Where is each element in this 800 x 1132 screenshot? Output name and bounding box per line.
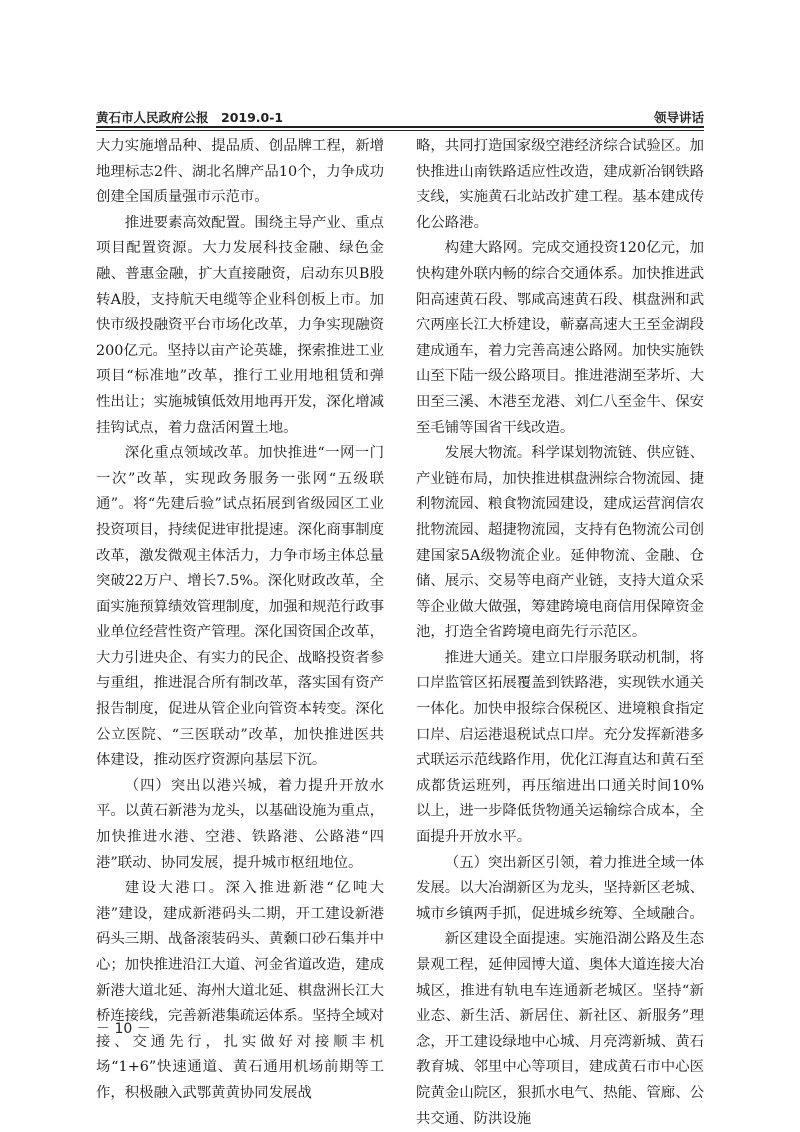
- paragraph: 新区建设全面提速。实施沿湖公路及生态景观工程，延伸园博大道、奥体大道连接大冶城区，推进有轨电车连通新老城区。坚持“新业态、新生活、新居住、新社区、新服务”理念，开工建设绿地中心城、月亮湾新城、黄石教育城、邻里中心等项目，建成黄石市中心医院黄金山院区，狠抓水电气、热能、管廊、公共交通、防洪设施: [416, 931, 704, 1127]
- paragraph: 深化重点领域改革。加快推进“一网一门一次”改革，实现政务服务一张网“五级联通”。将“先建后验”试点拓展到省级园区工业投资项目，持续促进审批提速。深化商事制度改革，激发微观主体活力，力争市场主体总量突破22万户、增长7.5%。深化财政改革，全面实施预算绩效管理制度，加强和规范行政事业单位经营性资产管理。深化国资国企改革，大力引进央企、有实力的民企、战略投资者参与重组，推进混合所有制改革，落实国有资产报告制度，促进从管企业向管资本转变。深化公立医院、“三医联动”改革，加快推进医共体建设，推动医疗资源向基层下沉。: [96, 445, 384, 769]
- section-heading-paragraph: （五）突出新区引领，着力推进全域一体发展。以大冶湖新区为龙头，坚持新区老城、城市乡镇两手抓，促进城乡统筹、全域融合。: [416, 854, 704, 922]
- header-rule-thick: [96, 126, 704, 128]
- left-column: [96, 134, 384, 1107]
- paragraph: 发展大物流。科学谋划物流链、供应链、产业链布局，加快推进棋盘洲综合物流园、捷利物流园、粮食物流园建设，建成运营润信农批物流园、超捷物流园，支持有色物流公司创建国家5A级物流企业。延伸物流、金融、仓储、展示、交易等电商产业链，支持大道众采等企业做大做强，筹建跨境电商信用保障资金池，打造全省跨境电商先行示范区。: [416, 445, 704, 641]
- right-column: [416, 134, 704, 1132]
- section-label: 领导讲话: [653, 110, 704, 125]
- publication-title: 黄石市人民政府公报 2019.0-1: [96, 110, 284, 125]
- paragraph: 略，共同打造国家级空港经济综合试验区。加快推进山南铁路适应性改造，建成新冶钢铁路支线，实施黄石北站改扩建工程。基本建成传化公路港。: [416, 138, 704, 231]
- paragraph: 推进大通关。建立口岸服务联动机制，将口岸监管区拓展覆盖到铁路港，实现铁水通关一体化。加快申报综合保税区、进境粮食指定口岸、启运港退税试点口岸。充分发挥新港多式联运示范线路作用，优化江海直达和黄石至成都货运班列，再压缩进出口通关时间10%以上，进一步降低货物通关运输综合成本，全面提升开放水平。: [416, 649, 704, 846]
- page-number: － 10 －: [96, 1021, 151, 1037]
- paragraph: 推进要素高效配置。围绕主导产业、重点项目配置资源。大力发展科技金融、绿色金融、普惠金融，扩大直接融资，启动东贝B股转A股，支持航天电缆等企业科创板上市。加快市级投融资平台市场化改革，力争实现融资200亿元。坚持以亩产论英雄，探索推进工业项目“标准地”改革，推行工业用地租赁和弹性出让；实施城镇低效用地再开发，深化增减挂钩试点，着力盘活闲置土地。: [96, 214, 384, 436]
- header-rule-thin: [96, 130, 704, 131]
- paragraph: 构建大路网。完成交通投资120亿元，加快构建外联内畅的综合交通体系。加快推进武阳高速黄石段、鄂咸高速黄石段、棋盘洲和武穴两座长江大桥建设，蕲嘉高速大王至金湖段建成通车，着力完善高速公路网。加快实施铁山至下陆一级公路项目。推进港湖至茅圻、大田至三溪、木港至龙港、刘仁八至金牛、保安至毛铺等国省干线改造。: [416, 240, 704, 436]
- section-heading-paragraph: （四）突出以港兴城，着力提升开放水平。以黄石新港为龙头，以基础设施为重点，加快推进水港、空港、铁路港、公路港“四港”联动、协同发展，提升城市枢纽地位。: [96, 777, 384, 871]
- page-header: [96, 106, 704, 126]
- paragraph: 大力实施增品种、提品质、创品牌工程，新增地理标志2件、湖北名牌产品10个，力争成功创建全国质量强市示范市。: [96, 138, 384, 206]
- paragraph: 建设大港口。深入推进新港“亿吨大港”建设，建成新港码头二期，开工建设新港码头三期、战备滚装码头、黄颡口砂石集并中心；加快推进沿江大道、河金省道改造，建成新港大道北延、海州大道北延、棋盘洲长江大桥连接线，完善新港集疏运体系。坚持全域对接、交通先行，扎实做好对接顺丰机场“1+6”快速通道、黄石通用机场前期等工作，积极融入武鄂黄黄协同发展战: [96, 880, 384, 1101]
